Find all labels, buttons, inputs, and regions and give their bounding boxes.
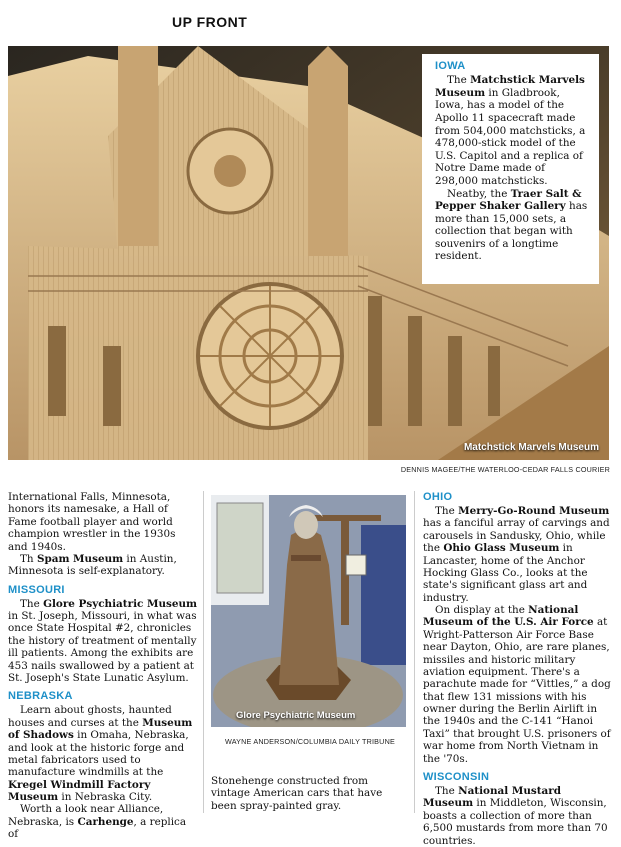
ohio-paragraph <box>423 505 611 604</box>
museum-name: Spam Museum <box>36 552 124 565</box>
iowa-heading: IOWA <box>435 60 466 72</box>
text-run: in St. Joseph, Missouri, in what was once State Hospital #2, chronicles the history of treatment of mentally ill patients. Among the exhibits are 453 nails swallowed by a patient at St. Joseph's State Lunatic Asylum. <box>8 610 197 684</box>
ohio-heading: OHIO <box>423 491 453 503</box>
text-run: On display at the <box>435 604 529 617</box>
hero-photo-credit: DENNIS MAGEE/THE WATERLOO-CEDAR FALLS COURIER <box>400 465 610 474</box>
column-1 <box>8 491 198 841</box>
museum-name: Glore Psychiatric Museum <box>43 597 198 610</box>
museum-name: National Mustard Museum <box>423 785 562 810</box>
glore-photo-caption: Glore Psychiatric Museum <box>236 710 356 721</box>
text-run: in Austin, Minnesota is self-explanatory. <box>8 552 177 578</box>
museum-name: Ohio Glass Museum <box>443 542 560 555</box>
museum-name: Museum of Shadows <box>8 716 193 742</box>
column-3 <box>423 491 611 847</box>
hero-photo <box>8 46 609 460</box>
text-run: The <box>435 505 459 518</box>
wisconsin-heading: WISCONSIN <box>423 770 490 783</box>
column-divider <box>203 491 204 813</box>
museum-name: Kregel Windmill Factory Museum <box>8 778 151 804</box>
hero-photo-caption: Matchstick Marvels Museum <box>463 442 599 453</box>
iowa-paragraph-1 <box>435 74 590 187</box>
museum-name: Carhenge <box>77 815 134 828</box>
text-run: The <box>20 597 44 610</box>
museum-name: Matchstick Marvels Museum <box>435 74 585 99</box>
section-title: UP FRONT <box>172 14 248 30</box>
nebraska-paragraph <box>8 704 198 803</box>
museum-name: Traer Salt & Pepper Shaker Gallery <box>435 187 582 213</box>
text-run: , a replica of <box>8 815 187 841</box>
museum-name: Merry-Go-Round Museum <box>458 505 610 518</box>
glore-photo-credit: WAYNE ANDERSON/COLUMBIA DAILY TRIBUNE <box>225 737 395 746</box>
text-run: in Middleton, Wisconsin, boasts a collection of more than 6,500 mustards from more than 70 countries. <box>423 797 608 847</box>
text-run: The <box>447 74 471 87</box>
text-run: has a fanciful array of carvings and carousels in Sandusky, Ohio, while the <box>423 517 610 555</box>
text-run: Worth a look near Alliance, Nebraska, is <box>8 803 164 828</box>
minnesota-intro: International Falls, Minnesota, honors its namesake, a Hall of Fame football player and world champion wrestler in the 1930s and 1940s. <box>8 491 176 553</box>
wisconsin-paragraph <box>423 785 611 847</box>
carhenge-paragraph <box>8 803 198 840</box>
text-run: Th <box>20 552 37 565</box>
text-run: in Nebraska City. <box>58 791 153 804</box>
nebraska-heading: NEBRASKA <box>8 690 73 703</box>
glore-photo <box>211 495 406 727</box>
text-run: in Omaha, Nebraska, and look at the historic forge and metal fabricators used to manufacture windmills at the <box>8 729 189 779</box>
museum-name: National Museum of the U.S. Air Force <box>423 604 594 629</box>
carhenge-continued: Stonehenge constructed from vintage American cars that have been spray-painted gray. <box>211 775 383 812</box>
missouri-paragraph <box>8 598 198 685</box>
text-run: in Lancaster, home of the Anchor Hocking Glass Co., looks at the state's significant glass art and industry. <box>423 542 588 604</box>
iowa-paragraph-2 <box>435 188 590 263</box>
air-force-paragraph <box>423 604 611 765</box>
spam-paragraph <box>8 553 198 578</box>
text-run: in Gladbrook, Iowa, has a model of the Apollo 11 spacecraft made from 504,000 matchsticks, a 478,000-stick model of the U.S. Capitol and a replica of Notre Dame made of 298,000 matchsticks. <box>435 86 586 187</box>
text-run: Neatby, the <box>447 187 511 200</box>
glore-exhibit-image <box>211 495 406 727</box>
text-run: has more than 15,000 sets, a collection that began with souvenirs of a longtime resident. <box>435 200 588 263</box>
text-run: at Wright-Patterson Air Force Base near Dayton, Ohio, are rare planes, missiles and historic military aviation equipment. There's a parachute made for “Vittles,” a dog that flew 131 missions with his owner during the Berlin Airlift in the 1940s and the C-141 “Hanoi Taxi” that brought U.S. prisoners of war home from North Vietnam in the '70s. <box>423 616 611 765</box>
text-run: Learn about ghosts, haunted houses and curses at the <box>8 704 172 729</box>
column-divider <box>414 491 415 813</box>
text-run: The <box>435 785 459 798</box>
iowa-sidebar <box>422 54 599 284</box>
missouri-heading: MISSOURI <box>8 583 65 596</box>
